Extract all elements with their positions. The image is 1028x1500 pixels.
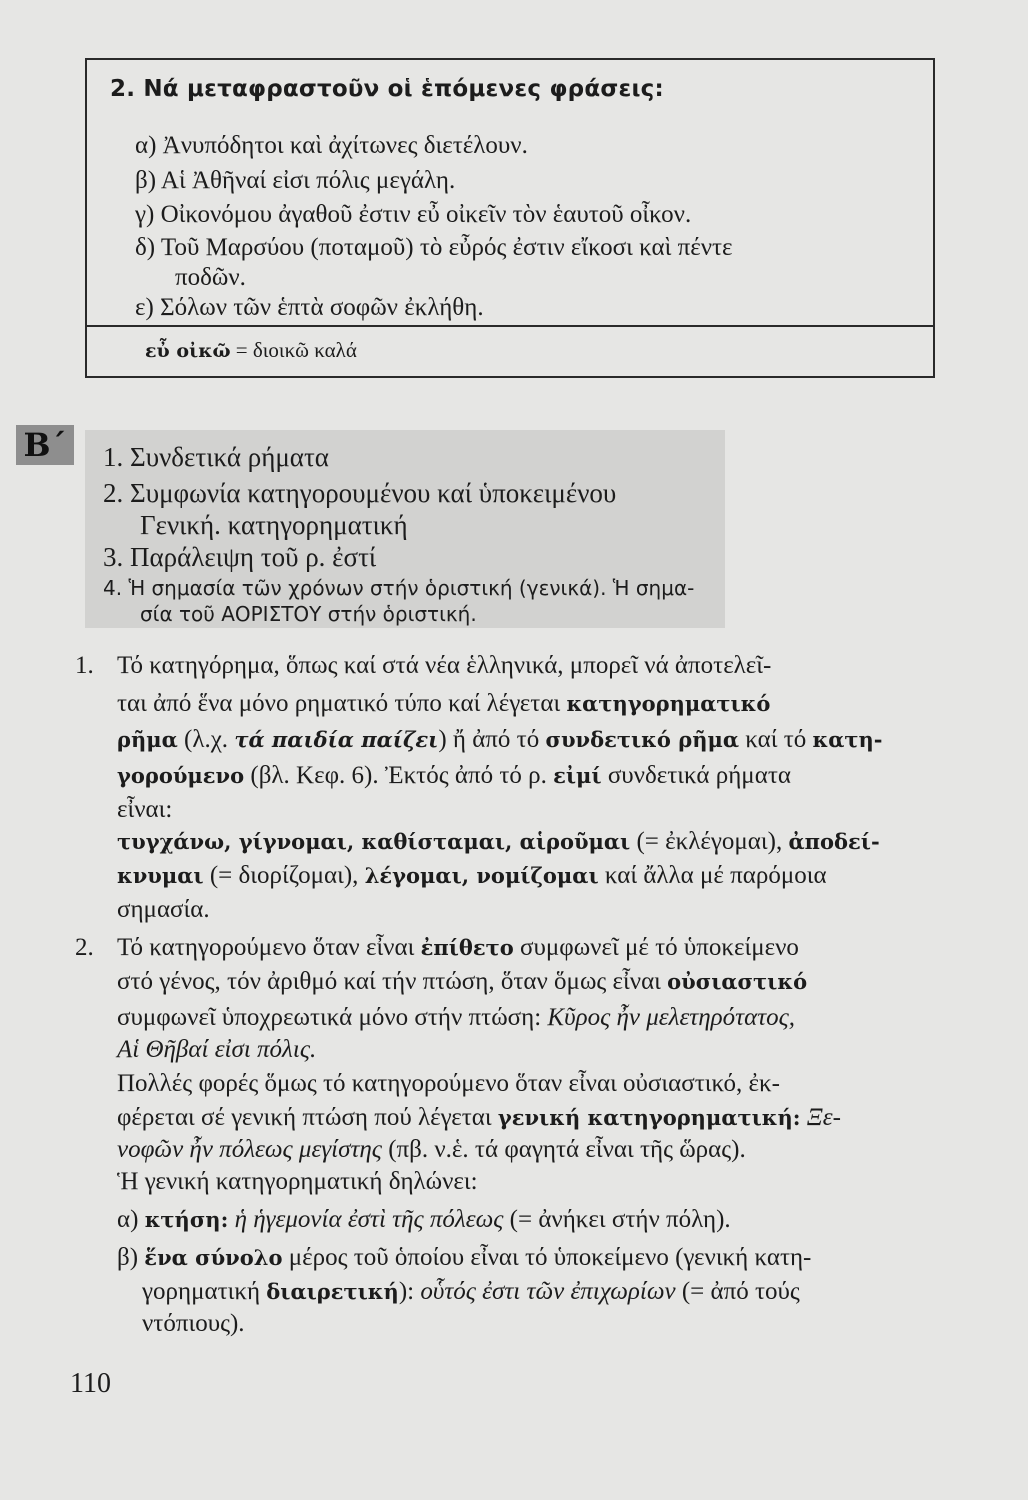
paragraph-number: 1.	[75, 652, 94, 679]
vocabulary-note	[145, 338, 357, 363]
list-item-b-continued: ντόπιους).	[142, 1310, 245, 1337]
box-divider	[87, 325, 933, 327]
paragraph-line: Ἡ γενική κατηγορηματική δηλώνει:	[117, 1168, 478, 1195]
paragraph-line: Τό κατηγορούμενο ὅταν εἶναι ἐπίθετο συμφωνεῖ μέ τό ὑποκείμενο	[117, 934, 799, 961]
exercise-box	[85, 58, 935, 378]
topic-item: 4. Ἡ σημασία τῶν χρόνων στήν ὁριστική (γενικά). Ἡ σημα-	[103, 576, 695, 600]
topic-item: 3. Παράλειψη τοῦ ρ. ἐστί	[103, 542, 377, 572]
paragraph-line: ται ἀπό ἕνα μόνο ρηματικό τύπο καί λέγεται κατηγορηματικό	[117, 690, 771, 717]
paragraph-line: εἶναι:	[117, 796, 173, 823]
exercise-item: γ) Οἰκονόμου ἀγαθοῦ ἐστιν εὖ οἰκεῖν τὸν ἑαυτοῦ οἶκον.	[135, 201, 692, 228]
exercise-item: β) Αἱ Ἀθῆναί εἰσι πόλις μεγάλη.	[135, 167, 456, 194]
section-b-topics-panel	[85, 430, 725, 628]
topic-item-continued: Γενική. κατηγορηματική	[140, 510, 408, 540]
note-term: εὖ οἰκῶ	[145, 340, 231, 362]
list-item-b-continued: γορηματική διαιρετική): οὗτός ἐστι τῶν ἐπιχωρίων (= ἀπό τούς	[142, 1278, 800, 1305]
paragraph-line: ρῆμα (λ.χ. τά παιδία παίζει) ἤ ἀπό τό συνδετικό ρῆμα καί τό κατη-	[117, 726, 883, 753]
exercise-item: α) Ἀνυπόδητοι καὶ ἀχίτωνες διετέλουν.	[135, 132, 528, 159]
list-item-b: β) ἕνα σύνολο μέρος τοῦ ὁποίου εἶναι τό ὑποκείμενο (γενική κατη-	[117, 1244, 812, 1271]
paragraph-line: συμφωνεῖ ὑποχρεωτικά μόνο στήν πτώση: Κῦρος ἦν μελετηρότατος,	[117, 1004, 796, 1031]
list-item-a: α) κτήση: ἡ ἡγεμονία ἐστὶ τῆς πόλεως (= ἀνήκει στήν πόλη).	[117, 1206, 731, 1233]
paragraph-line: κνυμαι (= διορίζομαι), λέγομαι, νομίζομαι καί ἄλλα μέ παρόμοια	[117, 862, 827, 889]
paragraph-line: στό γένος, τόν ἀριθμό καί τήν πτώση, ὅταν ὅμως εἶναι οὐσιαστικό	[117, 968, 808, 995]
topic-item-continued: σία τοῦ ΑΟΡΙΣΤΟΥ στήν ὁριστική.	[140, 602, 477, 626]
paragraph-line: Πολλές φορές ὅμως τό κατηγορούμενο ὅταν εἶναι οὐσιαστικό, ἐκ-	[117, 1070, 780, 1097]
paragraph-line: τυγχάνω, γίγνομαι, καθίσταμαι, αἱροῦμαι (= ἐκλέγομαι), ἀποδεί-	[117, 828, 880, 855]
paragraph-number: 2.	[75, 934, 94, 961]
note-definition: = διοικῶ καλά	[230, 338, 357, 362]
paragraph-line: φέρεται σέ γενική πτώση πού λέγεται γενική κατηγορηματική: Ξε-	[117, 1104, 841, 1131]
page-number: 110	[70, 1368, 111, 1399]
topic-item: 2. Συμφωνία κατηγορουμένου καί ὑποκειμένου	[103, 478, 617, 508]
exercise-item: ε) Σόλων τῶν ἑπτὰ σοφῶν ἐκλήθη.	[135, 294, 484, 321]
section-b-badge: Β΄	[16, 425, 74, 465]
paragraph-line: Τό κατηγόρημα, ὅπως καί στά νέα ἑλληνικά, μπορεῖ νά ἀποτελεῖ-	[117, 652, 772, 679]
paragraph-line: σημασία.	[117, 896, 210, 923]
topic-item: 1. Συνδετικά ρήματα	[103, 442, 329, 472]
paragraph-line: νοφῶν ἦν πόλεως μεγίστης (πβ. ν.ἑ. τά φαγητά εἶναι τῆς ὥρας).	[117, 1136, 746, 1163]
exercise-item-continued: ποδῶν.	[175, 264, 246, 291]
paragraph-line: Αἱ Θῆβαί εἰσι πόλις.	[117, 1036, 317, 1063]
exercise-title: 2. Νά μεταφραστοῦν οἱ ἑπόμενες φράσεις:	[110, 76, 664, 102]
exercise-item: δ) Τοῦ Μαρσύου (ποταμοῦ) τὸ εὖρός ἐστιν εἴκοσι καὶ πέντε	[135, 234, 733, 261]
paragraph-line: γορούμενο (βλ. Κεφ. 6). Ἐκτός ἀπό τό ρ. εἰμί συνδετικά ρήματα	[117, 762, 791, 789]
